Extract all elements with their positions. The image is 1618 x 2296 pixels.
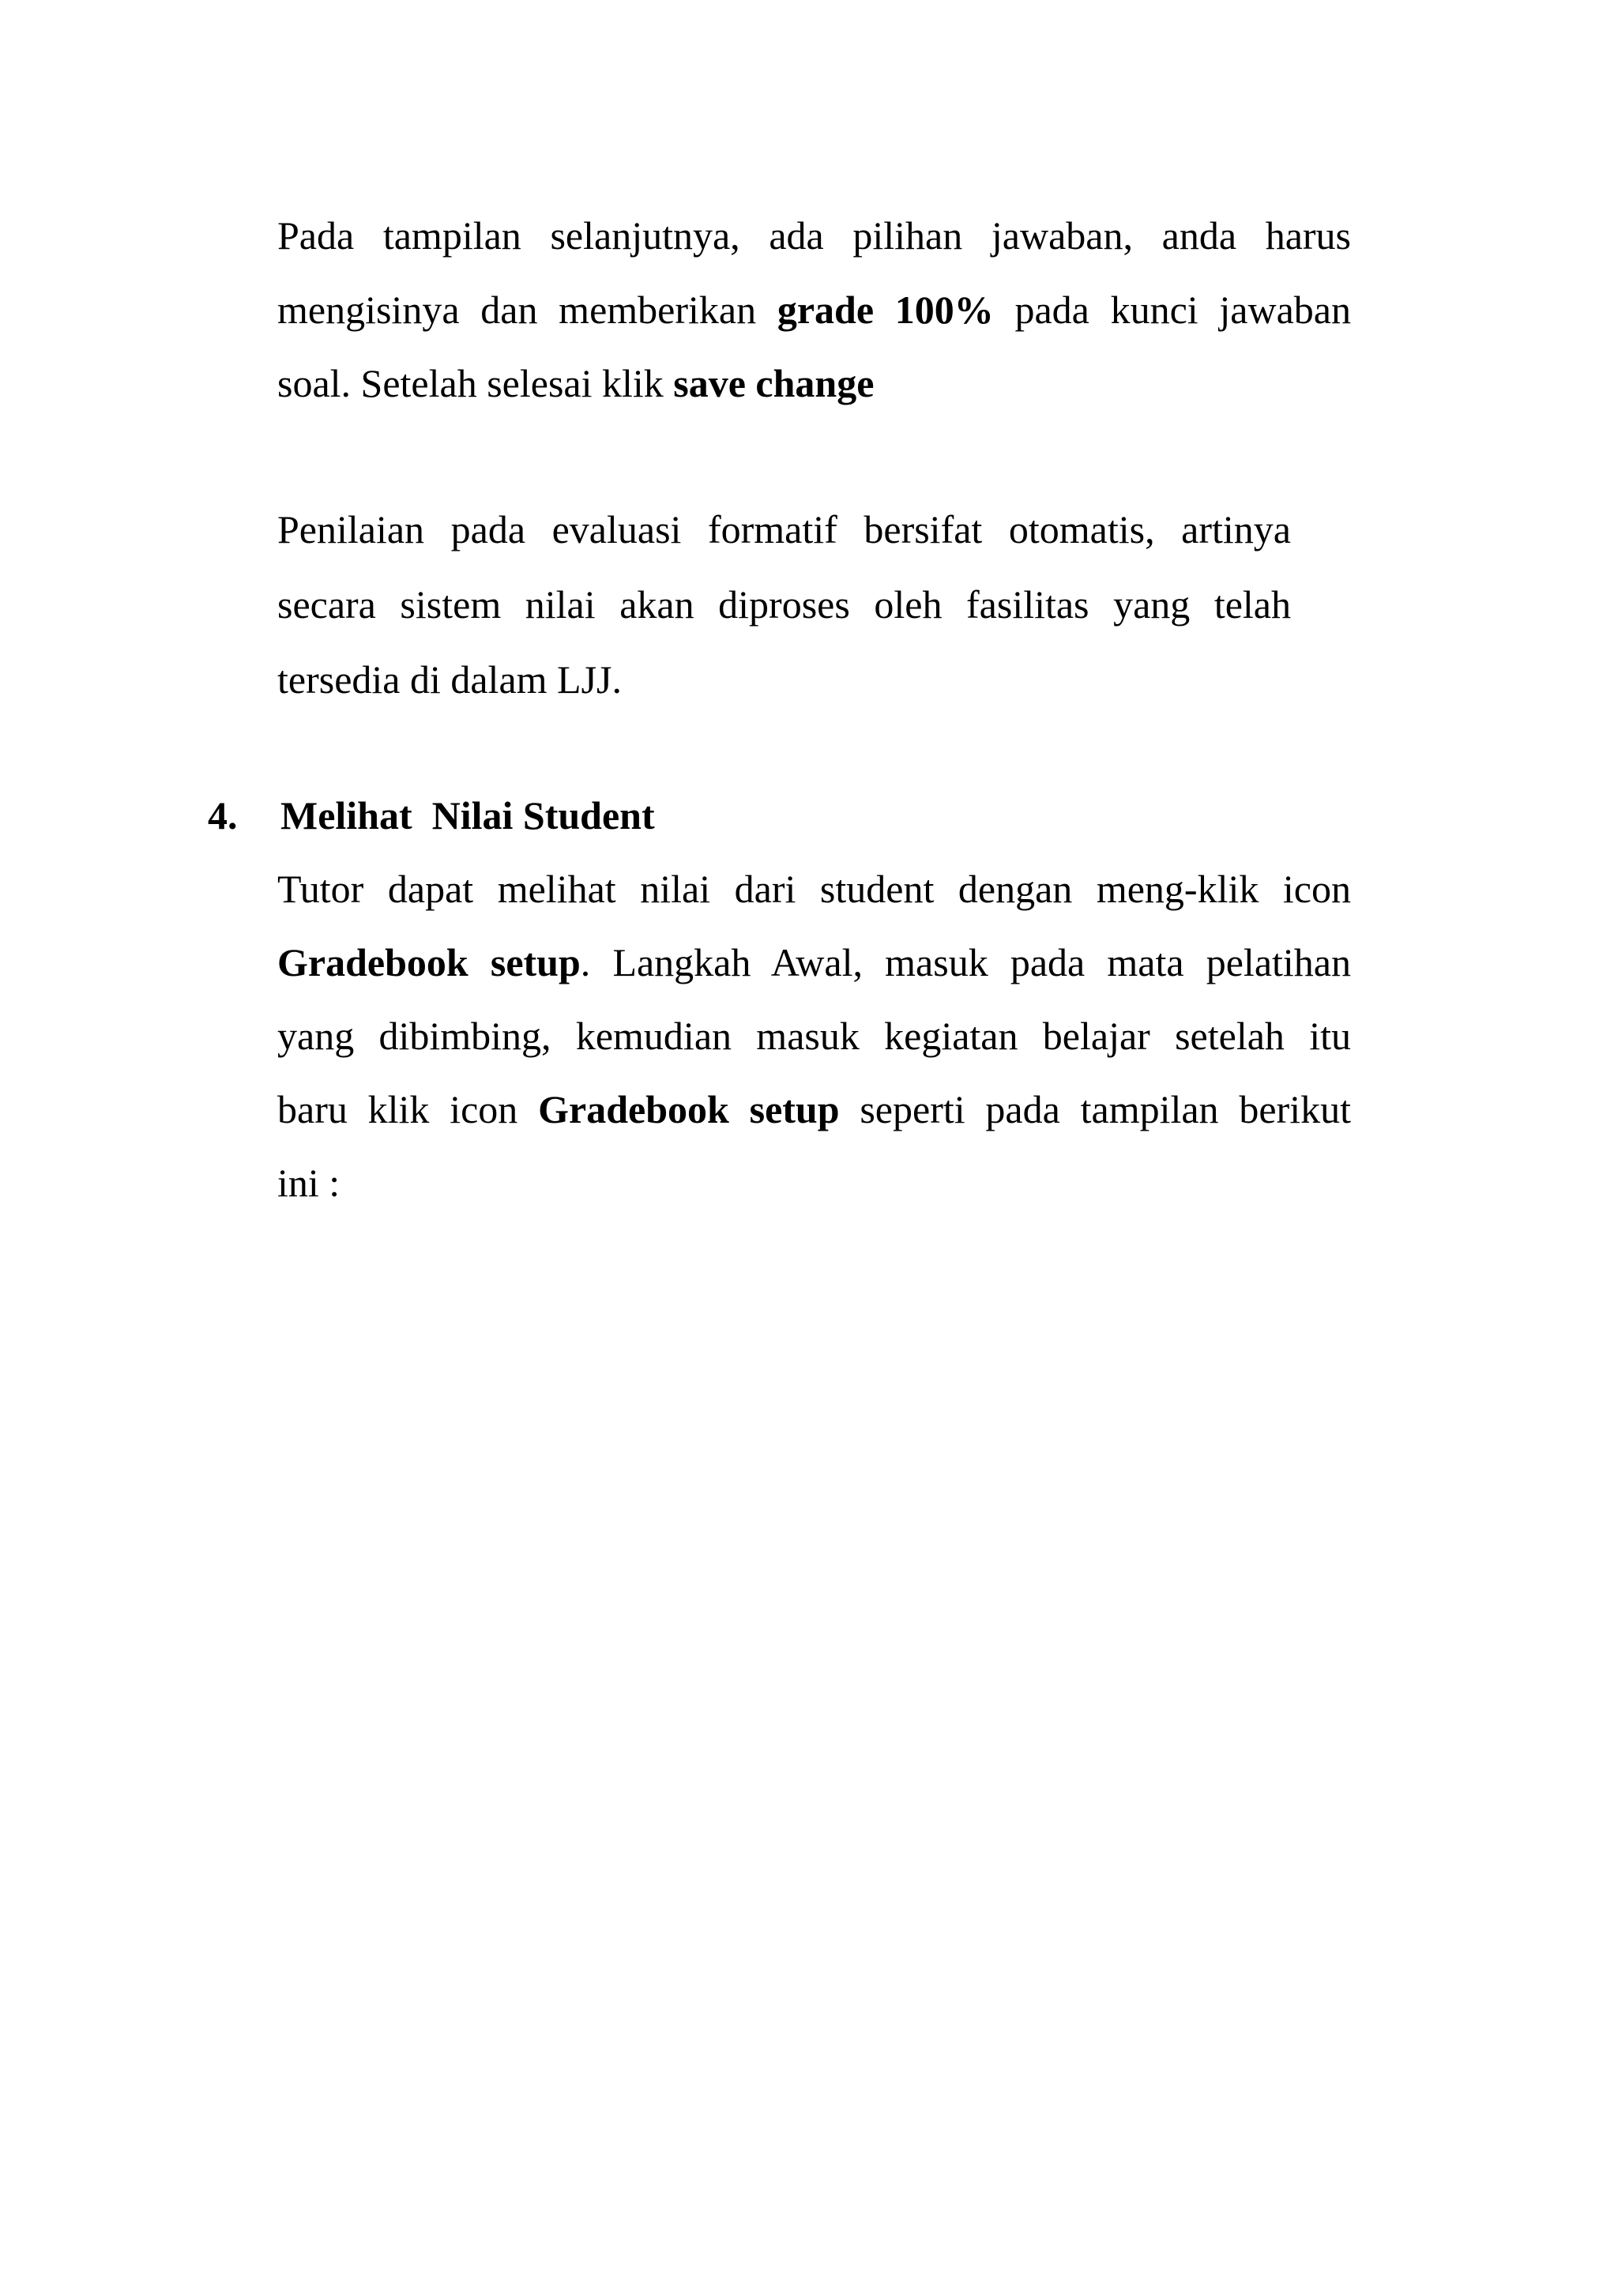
para2-line2: secara sistem nilai akan diproses oleh fasilitas yang telah bbox=[277, 582, 1291, 627]
para1-line2-text-c: pada kunci jawaban bbox=[993, 288, 1351, 332]
grade-100-bold: grade 100% bbox=[777, 288, 994, 332]
section4-line2-text-b: . Langkah Awal, masuk pada mata pelatihan bbox=[580, 940, 1351, 984]
section4-line4 bbox=[277, 1086, 1351, 1133]
section4-line1: Tutor dapat melihat nilai dari student dengan meng-klik icon bbox=[277, 867, 1351, 911]
section4-line5: ini : bbox=[277, 1161, 341, 1205]
section-number: 4. bbox=[208, 793, 238, 837]
para1-line3-text-a: soal. Setelah selesai klik bbox=[277, 361, 674, 405]
para2-line1: Penilaian pada evaluasi formatif bersifat otomatis, artinya bbox=[277, 507, 1291, 551]
section-title: Melihat Nilai Student bbox=[280, 793, 655, 837]
para2-line3: tersedia di dalam LJJ. bbox=[277, 657, 622, 702]
section4-line3: yang dibimbing, kemudian masuk kegiatan belajar setelah itu bbox=[277, 1014, 1351, 1058]
para1-line3 bbox=[277, 359, 874, 407]
para1-line1: Pada tampilan selanjutnya, ada pilihan jawaban, anda harus bbox=[277, 213, 1351, 258]
para1-line2-text-a: mengisinya dan memberikan bbox=[277, 288, 777, 332]
section4-line4-text-a: baru klik icon bbox=[277, 1087, 539, 1131]
save-change-bold: save change bbox=[673, 361, 875, 405]
para1-line2 bbox=[277, 286, 1351, 333]
gradebook-setup-bold-1: Gradebook setup bbox=[277, 940, 581, 984]
gradebook-setup-bold-2: Gradebook setup bbox=[538, 1087, 840, 1131]
section4-line4-text-c: seperti pada tampilan berikut bbox=[839, 1087, 1351, 1131]
section4-line2 bbox=[277, 939, 1351, 986]
